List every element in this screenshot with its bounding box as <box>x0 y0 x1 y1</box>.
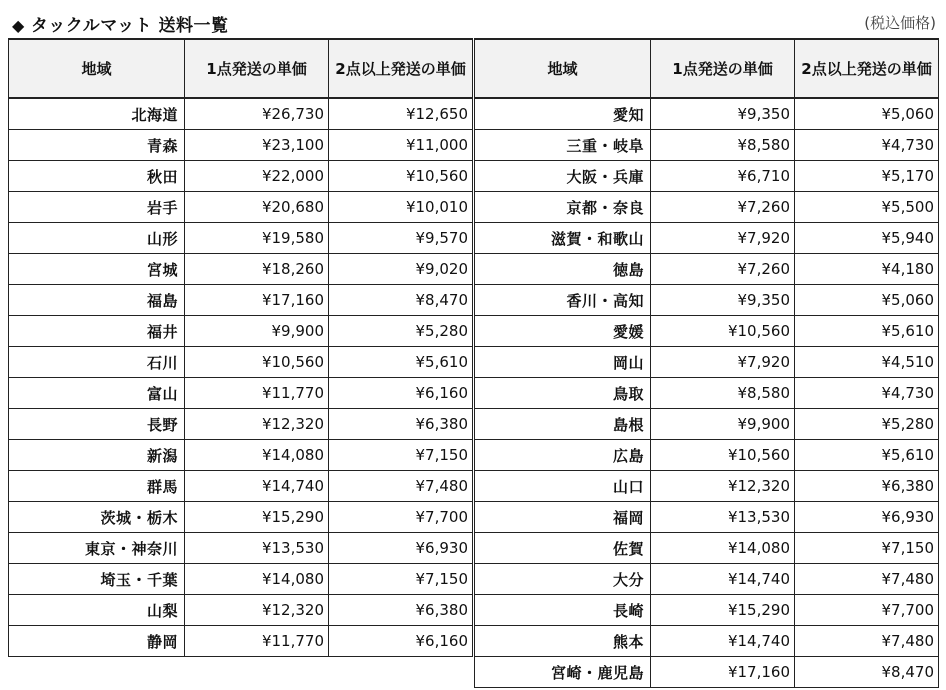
table-row <box>475 409 939 440</box>
cell-single: ¥14,080 <box>185 440 329 471</box>
table-row <box>475 378 939 409</box>
cell-single: ¥9,900 <box>185 316 329 347</box>
page-title <box>12 11 229 36</box>
table-row <box>475 471 939 502</box>
table-row <box>475 347 939 378</box>
cell-single: ¥17,160 <box>185 285 329 316</box>
cell-region: 東京・神奈川 <box>9 533 185 564</box>
header-region: 地域 <box>475 39 651 98</box>
table-row <box>475 161 939 192</box>
cell-region: 京都・奈良 <box>475 192 651 223</box>
cell-single: ¥10,560 <box>651 316 795 347</box>
cell-region: 茨城・栃木 <box>9 502 185 533</box>
cell-region: 埼玉・千葉 <box>9 564 185 595</box>
cell-single: ¥12,320 <box>185 595 329 626</box>
cell-multi: ¥6,160 <box>329 626 473 657</box>
cell-single: ¥19,580 <box>185 223 329 254</box>
cell-single: ¥14,740 <box>651 626 795 657</box>
cell-region: 秋田 <box>9 161 185 192</box>
table-row <box>9 98 473 130</box>
table-row <box>9 130 473 161</box>
table-row <box>9 223 473 254</box>
cell-multi: ¥10,010 <box>329 192 473 223</box>
cell-single: ¥14,740 <box>651 564 795 595</box>
shipping-table-right <box>474 38 939 688</box>
table-row <box>475 98 939 130</box>
cell-single: ¥15,290 <box>651 595 795 626</box>
cell-multi: ¥4,180 <box>795 254 939 285</box>
cell-region: 宮崎・鹿児島 <box>475 657 651 688</box>
cell-multi: ¥4,730 <box>795 130 939 161</box>
cell-multi: ¥5,610 <box>795 316 939 347</box>
table-row <box>475 440 939 471</box>
table-row <box>9 626 473 657</box>
cell-region: 宮城 <box>9 254 185 285</box>
table-row <box>9 409 473 440</box>
cell-multi: ¥5,170 <box>795 161 939 192</box>
cell-multi: ¥8,470 <box>795 657 939 688</box>
table-row <box>9 440 473 471</box>
cell-single: ¥13,530 <box>651 502 795 533</box>
cell-region: 岩手 <box>9 192 185 223</box>
table-row <box>475 502 939 533</box>
cell-region: 山口 <box>475 471 651 502</box>
cell-single: ¥7,920 <box>651 347 795 378</box>
cell-single: ¥12,320 <box>185 409 329 440</box>
cell-region: 山梨 <box>9 595 185 626</box>
cell-multi: ¥10,560 <box>329 161 473 192</box>
cell-region: 静岡 <box>9 626 185 657</box>
shipping-table-left <box>8 38 473 657</box>
table-row <box>475 223 939 254</box>
cell-region: 熊本 <box>475 626 651 657</box>
cell-single: ¥14,080 <box>185 564 329 595</box>
cell-region: 福島 <box>9 285 185 316</box>
cell-single: ¥15,290 <box>185 502 329 533</box>
table-row <box>475 316 939 347</box>
cell-single: ¥17,160 <box>651 657 795 688</box>
table-row <box>9 595 473 626</box>
cell-region: 北海道 <box>9 98 185 130</box>
cell-region: 香川・高知 <box>475 285 651 316</box>
cell-multi: ¥5,280 <box>795 409 939 440</box>
cell-single: ¥23,100 <box>185 130 329 161</box>
cell-region: 鳥取 <box>475 378 651 409</box>
cell-region: 滋賀・和歌山 <box>475 223 651 254</box>
cell-region: 石川 <box>9 347 185 378</box>
cell-region: 福井 <box>9 316 185 347</box>
cell-region: 山形 <box>9 223 185 254</box>
diamond-icon: ◆ <box>12 16 25 35</box>
cell-multi: ¥4,510 <box>795 347 939 378</box>
cell-single: ¥10,560 <box>185 347 329 378</box>
cell-multi: ¥5,060 <box>795 285 939 316</box>
table-row <box>9 316 473 347</box>
cell-multi: ¥7,480 <box>795 564 939 595</box>
cell-single: ¥7,260 <box>651 254 795 285</box>
cell-single: ¥20,680 <box>185 192 329 223</box>
cell-single: ¥22,000 <box>185 161 329 192</box>
cell-single: ¥9,900 <box>651 409 795 440</box>
cell-multi: ¥7,150 <box>329 440 473 471</box>
cell-single: ¥11,770 <box>185 378 329 409</box>
cell-multi: ¥5,610 <box>329 347 473 378</box>
cell-region: 大分 <box>475 564 651 595</box>
cell-single: ¥10,560 <box>651 440 795 471</box>
table-row <box>475 564 939 595</box>
cell-single: ¥14,740 <box>185 471 329 502</box>
cell-multi: ¥6,380 <box>329 409 473 440</box>
cell-multi: ¥6,160 <box>329 378 473 409</box>
header-multi: 2点以上発送の単価 <box>329 39 473 98</box>
cell-multi: ¥7,150 <box>795 533 939 564</box>
header-single: 1点発送の単価 <box>651 39 795 98</box>
table-row <box>9 347 473 378</box>
cell-region: 愛媛 <box>475 316 651 347</box>
tax-note: (税込価格) <box>864 14 936 32</box>
cell-single: ¥9,350 <box>651 285 795 316</box>
cell-region: 大阪・兵庫 <box>475 161 651 192</box>
cell-multi: ¥11,000 <box>329 130 473 161</box>
cell-multi: ¥5,940 <box>795 223 939 254</box>
cell-multi: ¥6,930 <box>795 502 939 533</box>
table-row <box>9 285 473 316</box>
cell-region: 青森 <box>9 130 185 161</box>
cell-multi: ¥8,470 <box>329 285 473 316</box>
table-row <box>475 533 939 564</box>
cell-single: ¥18,260 <box>185 254 329 285</box>
header-region: 地域 <box>9 39 185 98</box>
cell-multi: ¥9,570 <box>329 223 473 254</box>
table-row <box>9 564 473 595</box>
table-row <box>475 130 939 161</box>
cell-single: ¥8,580 <box>651 130 795 161</box>
cell-multi: ¥7,700 <box>795 595 939 626</box>
cell-multi: ¥7,150 <box>329 564 473 595</box>
cell-single: ¥12,320 <box>651 471 795 502</box>
header-multi: 2点以上発送の単価 <box>795 39 939 98</box>
cell-multi: ¥12,650 <box>329 98 473 130</box>
table-row <box>475 657 939 688</box>
table-row <box>9 533 473 564</box>
cell-single: ¥6,710 <box>651 161 795 192</box>
cell-single: ¥13,530 <box>185 533 329 564</box>
table-row <box>9 192 473 223</box>
cell-single: ¥9,350 <box>651 98 795 130</box>
cell-multi: ¥6,930 <box>329 533 473 564</box>
cell-region: 愛知 <box>475 98 651 130</box>
table-row <box>475 626 939 657</box>
table-row <box>9 161 473 192</box>
cell-region: 三重・岐阜 <box>475 130 651 161</box>
cell-multi: ¥9,020 <box>329 254 473 285</box>
cell-region: 群馬 <box>9 471 185 502</box>
cell-region: 徳島 <box>475 254 651 285</box>
cell-region: 佐賀 <box>475 533 651 564</box>
page-title-text: タックルマット 送料一覧 <box>30 16 229 36</box>
table-row <box>475 254 939 285</box>
table-row <box>9 254 473 285</box>
table-row <box>475 595 939 626</box>
cell-multi: ¥5,610 <box>795 440 939 471</box>
header-row <box>475 39 939 98</box>
table-row <box>9 378 473 409</box>
cell-multi: ¥4,730 <box>795 378 939 409</box>
cell-single: ¥8,580 <box>651 378 795 409</box>
table-row <box>475 285 939 316</box>
table-row <box>9 471 473 502</box>
cell-region: 岡山 <box>475 347 651 378</box>
header-single: 1点発送の単価 <box>185 39 329 98</box>
cell-region: 福岡 <box>475 502 651 533</box>
cell-multi: ¥7,700 <box>329 502 473 533</box>
header-row <box>9 39 473 98</box>
cell-multi: ¥5,280 <box>329 316 473 347</box>
cell-single: ¥26,730 <box>185 98 329 130</box>
cell-multi: ¥6,380 <box>795 471 939 502</box>
cell-region: 富山 <box>9 378 185 409</box>
cell-multi: ¥6,380 <box>329 595 473 626</box>
cell-single: ¥7,920 <box>651 223 795 254</box>
cell-multi: ¥7,480 <box>329 471 473 502</box>
cell-multi: ¥7,480 <box>795 626 939 657</box>
cell-multi: ¥5,500 <box>795 192 939 223</box>
cell-region: 長崎 <box>475 595 651 626</box>
cell-single: ¥11,770 <box>185 626 329 657</box>
cell-region: 新潟 <box>9 440 185 471</box>
table-row <box>475 192 939 223</box>
cell-region: 島根 <box>475 409 651 440</box>
cell-region: 長野 <box>9 409 185 440</box>
cell-single: ¥7,260 <box>651 192 795 223</box>
table-row <box>9 502 473 533</box>
cell-region: 広島 <box>475 440 651 471</box>
cell-multi: ¥5,060 <box>795 98 939 130</box>
cell-single: ¥14,080 <box>651 533 795 564</box>
